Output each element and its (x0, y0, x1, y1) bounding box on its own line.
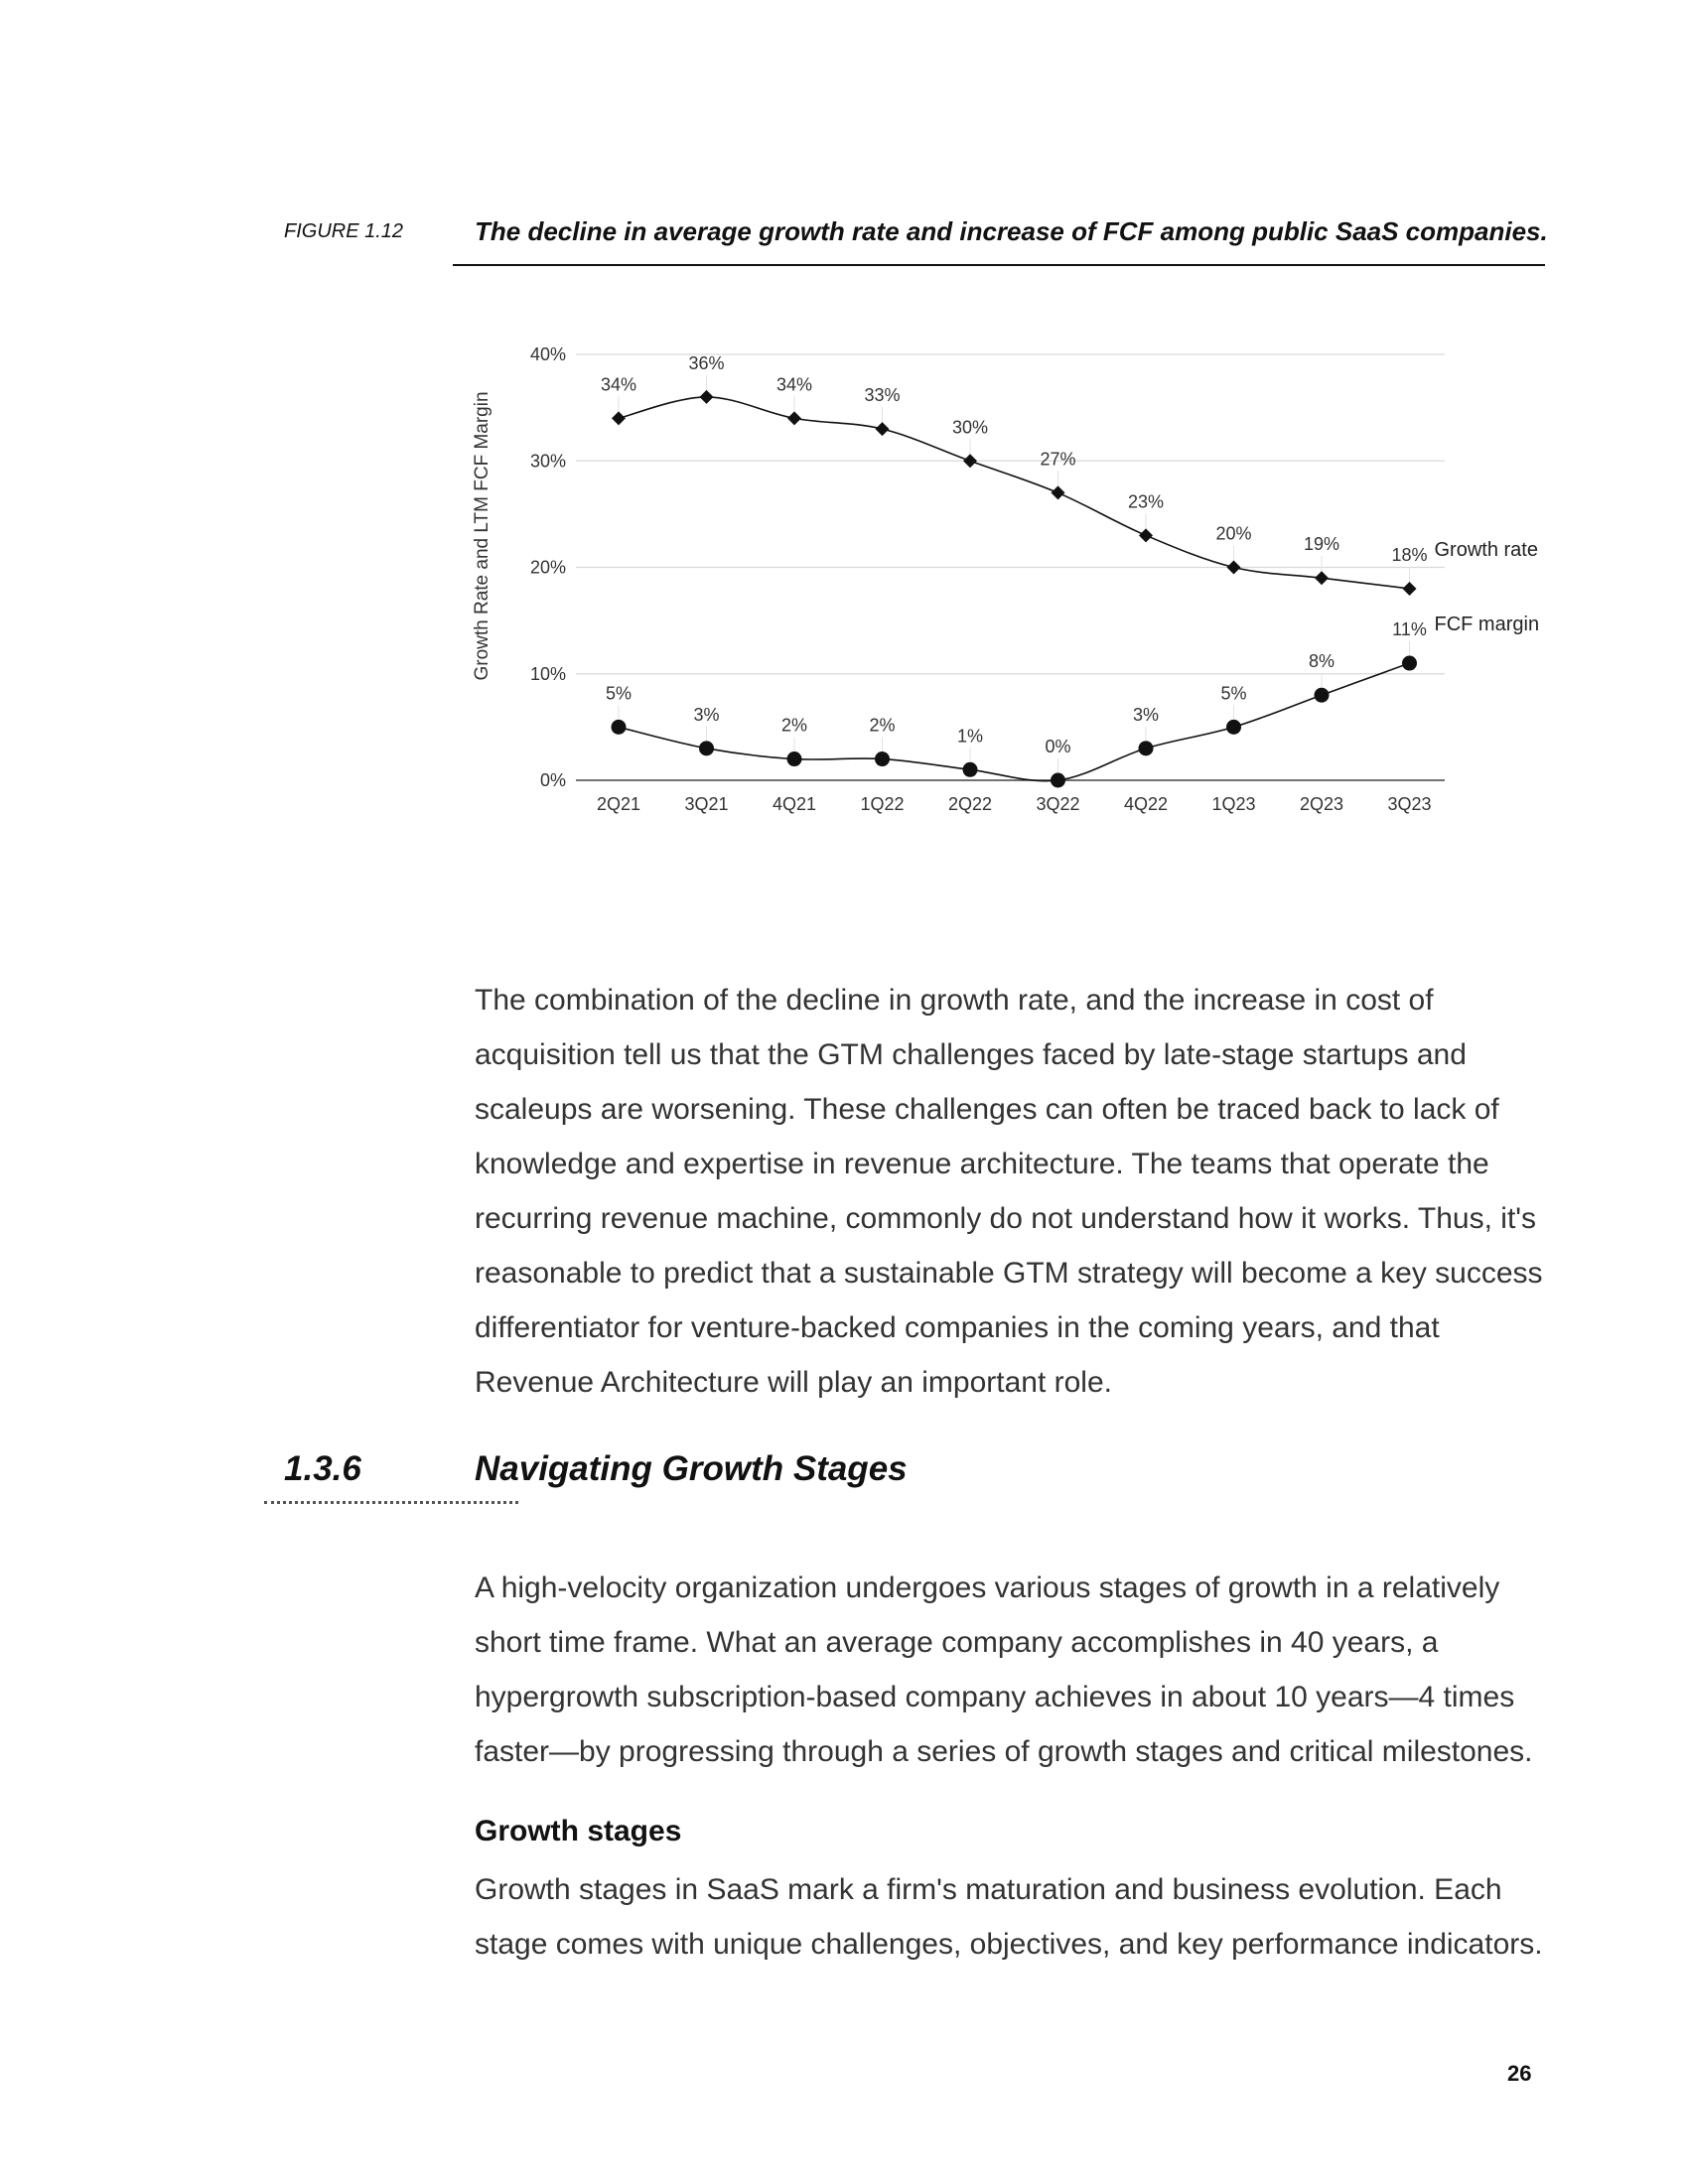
figure-label: FIGURE 1.12 (284, 220, 404, 242)
data-label: 34% (775, 374, 813, 395)
growth-rate-point (700, 390, 714, 404)
section-dotted-rule (264, 1501, 518, 1504)
data-label: 33% (864, 385, 901, 406)
x-tick-label: 1Q22 (860, 794, 905, 814)
fcf-margin-point (1226, 720, 1241, 735)
fcf-margin-point (1139, 741, 1154, 755)
fcf-margin-point (612, 720, 627, 735)
section-number: 1.3.6 (284, 1449, 361, 1488)
fcf-margin-point (1315, 688, 1330, 703)
x-tick-label: 2Q22 (947, 794, 993, 814)
data-label: 11% (1392, 619, 1427, 640)
data-label: 30% (951, 417, 989, 438)
x-tick-label: 4Q21 (772, 794, 817, 814)
y-tick-label: 30% (529, 451, 566, 472)
growth-rate-point (1052, 485, 1065, 499)
x-tick-label: 3Q23 (1387, 794, 1432, 814)
growth-rate-line (619, 397, 1410, 589)
y-tick-label: 0% (539, 770, 566, 790)
fcf-margin-point (699, 741, 714, 755)
fcf-margin-point (875, 751, 890, 766)
body-paragraph-2: A high-velocity organization undergoes various stages of growth in a relatively short time frame. What an average company accomplishes in 40 years, a hypergrowth subscription-based company achieves in about 10 years—4 times faster—by progressing through a series of growth stages and critical milestones. (475, 1571, 1533, 1768)
x-tick-label: 2Q21 (596, 794, 641, 814)
x-tick-labels (597, 794, 1432, 814)
body-paragraph-3: Growth stages in SaaS mark a firm's maturation and business evolution. Each stage comes with unique challenges, objectives, and key performance indicators. (475, 1873, 1543, 1961)
x-tick-label: 2Q23 (1299, 794, 1344, 814)
data-label: 3% (1132, 704, 1160, 725)
growth-rate-point (876, 422, 890, 436)
y-tick-label: 40% (529, 344, 566, 364)
y-tick-labels (530, 344, 566, 790)
x-tick-label: 1Q23 (1211, 794, 1256, 814)
subheading-growth-stages: Growth stages (475, 1815, 682, 1847)
data-label: 23% (1127, 491, 1165, 512)
y-tick-label: 10% (529, 663, 566, 684)
data-label: 20% (1215, 523, 1252, 544)
fcf-margin-point (1051, 773, 1065, 788)
x-tick-label: 3Q22 (1036, 794, 1080, 814)
data-label: 18% (1391, 544, 1428, 565)
fcf-margin-point (787, 751, 802, 766)
data-label: 34% (600, 374, 637, 395)
x-tick-label: 3Q21 (684, 794, 729, 814)
growth-rate-point (787, 411, 801, 425)
data-label: 0% (1045, 737, 1071, 756)
y-tick-label: 20% (529, 557, 566, 578)
growth-rate-point (963, 454, 977, 468)
data-label: 5% (605, 683, 633, 704)
data-label: 5% (1220, 683, 1247, 704)
section-title: Navigating Growth Stages (475, 1449, 908, 1488)
chart-series (601, 353, 1539, 788)
y-axis-label: Growth Rate and LTM FCF Margin (472, 391, 492, 681)
growth-rate-point (1315, 571, 1329, 585)
figure-caption: The decline in average growth rate and increase of FCF among public SaaS companies. (475, 216, 1548, 246)
data-label: 36% (688, 352, 725, 373)
fcf-margin-series-label: FCF margin (1434, 614, 1540, 636)
growth-rate-point (1227, 561, 1241, 575)
fcf-margin-point (963, 762, 978, 777)
body-paragraph-1: The combination of the decline in growth rate, and the increase in cost of acquisition tell us that the GTM challenges faced by late-stage startups and scaleups are worsening. These challenges can often be traced back to lack of knowledge and expertise in revenue architecture. The teams that operate the recurring revenue machine, commonly do not understand how it works. Thus, it's reasonable to predict that a sustainable GTM strategy will become a key success differentiator for venture-backed companies in the coming years, and that Revenue Architecture will play an important role. (475, 984, 1543, 1399)
x-tick-label: 4Q22 (1123, 794, 1169, 814)
data-label: 19% (1303, 534, 1340, 555)
data-label: 3% (693, 704, 720, 725)
growth-rate-point (1139, 528, 1153, 542)
fcf-margin-point (1402, 656, 1417, 671)
caption-rule (453, 264, 1545, 266)
data-label: 2% (780, 715, 808, 736)
growth-rate-series-label: Growth rate (1434, 538, 1538, 561)
growth-fcf-line-chart (457, 328, 1549, 844)
data-label: 1% (956, 726, 984, 747)
data-label: 8% (1308, 651, 1336, 672)
page-number: 26 (1507, 2061, 1532, 2086)
data-label: 27% (1040, 449, 1076, 470)
growth-rate-point (1403, 582, 1417, 596)
data-label: 2% (869, 715, 896, 736)
fcf-margin-line (619, 663, 1410, 781)
growth-rate-point (612, 411, 626, 425)
